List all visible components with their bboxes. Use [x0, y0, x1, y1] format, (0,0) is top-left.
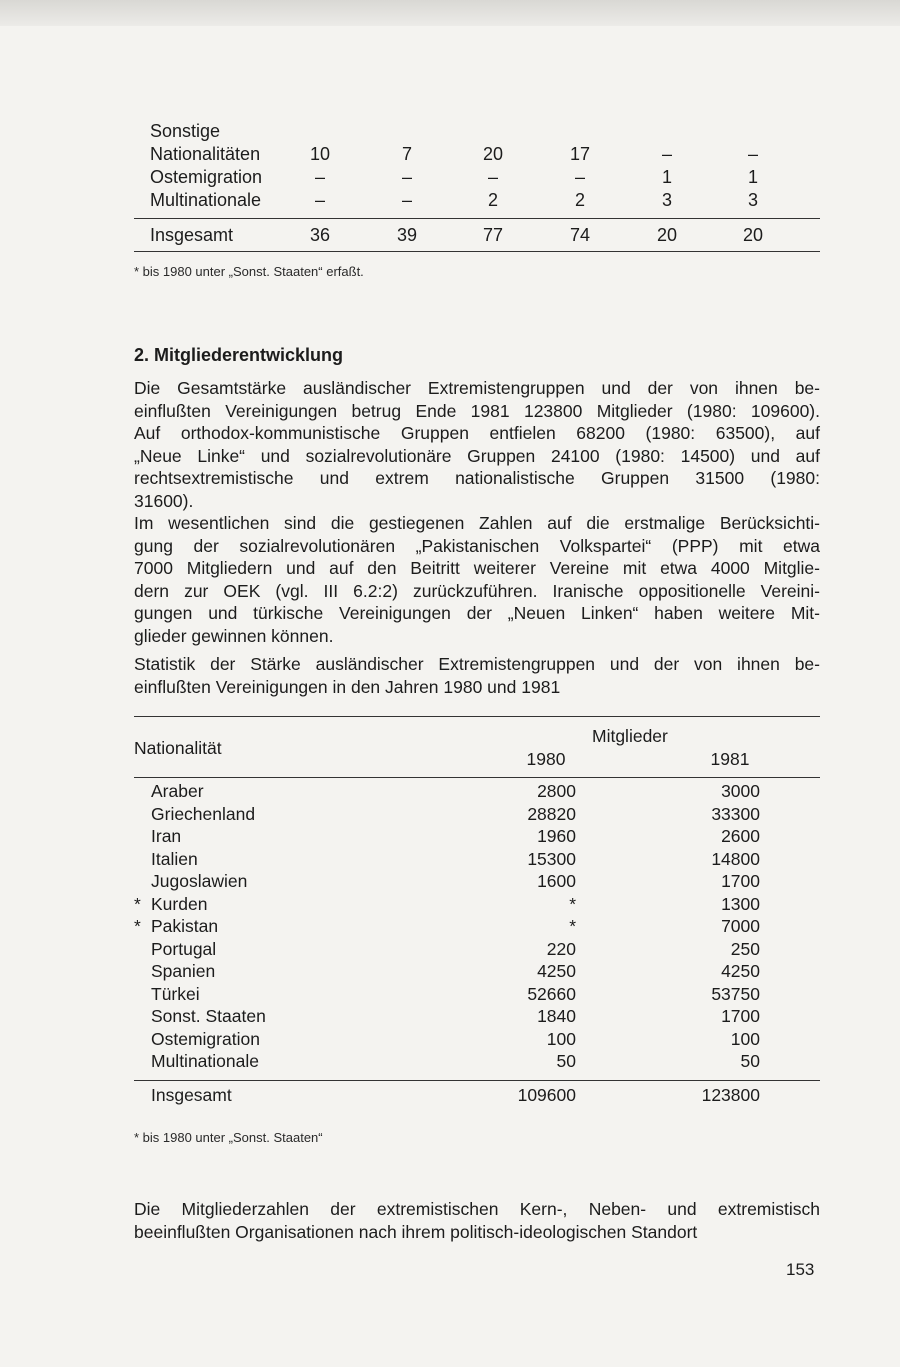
row-label: Ostemigration — [150, 167, 263, 187]
members-1981: 100 — [730, 1028, 760, 1049]
nationality-count-table-continued — [134, 120, 820, 245]
cell-value: 20 — [482, 144, 504, 164]
text-line: 7000 Mitgliedern und auf den Beitritt weiterer Vereine mit etwa 4000 Mitglie- — [134, 558, 820, 578]
members-1980: 52660 — [527, 983, 576, 1004]
section-heading: 2. Mitgliederentwicklung — [134, 345, 344, 365]
table-row — [134, 983, 820, 1006]
closing-line-2: beeinflußten Organisationen nach ihrem politisch-ideologischen Standort — [134, 1221, 698, 1242]
members-1980: 220 — [546, 938, 576, 959]
cell-value: 1 — [747, 167, 758, 187]
footnote-marker: * — [134, 893, 141, 914]
cell-value: – — [401, 190, 412, 210]
table-row — [134, 938, 820, 961]
header-year-1980: 1980 — [526, 749, 566, 769]
members-1981: 1300 — [721, 893, 760, 914]
header-year-1981: 1981 — [710, 749, 750, 769]
cell-value: – — [401, 167, 412, 187]
table-total-row — [134, 1084, 820, 1107]
text-line: 31600). — [134, 490, 194, 511]
page-number: 153 — [786, 1260, 815, 1279]
table-rule-bottom — [134, 251, 820, 252]
table-row — [134, 848, 820, 871]
table-row — [134, 803, 820, 826]
total-label: Insgesamt — [150, 225, 234, 245]
total-value: 20 — [656, 225, 678, 245]
members-1980: 2800 — [537, 781, 576, 801]
members-1981: 7000 — [721, 916, 760, 936]
members-1981: 3000 — [721, 781, 760, 801]
members-1981: 1700 — [721, 1006, 760, 1026]
nationality-name: Jugoslawien — [151, 871, 248, 891]
paragraph-3-table-caption — [134, 653, 820, 698]
table-row — [134, 1028, 820, 1051]
cell-value: 3 — [747, 190, 758, 210]
nationality-name: Spanien — [151, 961, 216, 981]
table-row — [134, 1005, 820, 1028]
cell-value: – — [314, 167, 325, 187]
members-1980: 1600 — [537, 871, 576, 891]
members-1981: 4250 — [721, 961, 760, 981]
cell-value: – — [574, 167, 585, 187]
total-value: 36 — [309, 225, 331, 245]
table-rule-header — [134, 777, 820, 778]
nationality-name: Araber — [151, 781, 204, 801]
top-table-row — [134, 120, 820, 143]
cell-value: – — [314, 190, 325, 210]
nationality-name: Pakistan — [151, 916, 219, 936]
text-line: Im wesentlichen sind die gestiegenen Zahlen auf die erstmalige Berücksichti- — [134, 513, 820, 533]
members-1980: * — [569, 916, 576, 936]
cell-value: 2 — [574, 190, 585, 210]
total-label: Insgesamt — [151, 1085, 232, 1105]
cell-value: 17 — [569, 144, 591, 164]
nationality-name: Kurden — [151, 893, 208, 914]
closing-text — [134, 1198, 820, 1243]
cell-value: 3 — [661, 190, 672, 210]
total-value: 74 — [569, 225, 591, 245]
members-1981: 33300 — [711, 803, 760, 824]
total-value: 39 — [396, 225, 418, 245]
table-rule — [134, 218, 820, 219]
cell-value: – — [487, 167, 498, 187]
total-value: 20 — [742, 225, 764, 245]
total-1980: 109600 — [517, 1085, 576, 1105]
table-row — [134, 870, 820, 893]
closing-line-1: Die Mitgliederzahlen der extremistischen Kern-, Neben- und extremistisch — [134, 1199, 820, 1219]
table-row — [134, 1050, 820, 1073]
text-line: einflußten Vereinigungen in den Jahren 1980 und 1981 — [134, 676, 561, 697]
top-table-row — [134, 166, 820, 189]
members-1980: 1840 — [537, 1006, 576, 1026]
text-line: gungen und türkische Vereinigungen der „Neuen Linken“ haben weitere Mit- — [134, 603, 820, 623]
table-row — [134, 893, 820, 916]
paragraph-1 — [134, 377, 820, 512]
members-1980: 100 — [546, 1028, 576, 1049]
table-row — [134, 780, 820, 803]
members-1980: 1960 — [537, 826, 576, 846]
header-nationality: Nationalität — [134, 738, 222, 758]
top-table-row — [134, 143, 820, 166]
row-label: Nationalitäten — [150, 144, 261, 164]
members-1981: 14800 — [711, 848, 760, 869]
nationality-name: Iran — [151, 826, 182, 846]
table-row — [134, 915, 820, 938]
text-line: einflußten Vereinigungen betrug Ende 1981 123800 Mitglieder (1980: 109600). — [134, 400, 820, 421]
table-row — [134, 960, 820, 983]
table-row — [134, 825, 820, 848]
cell-value: 10 — [309, 144, 331, 164]
cell-value: 7 — [401, 144, 412, 164]
row-label: Sonstige — [150, 121, 221, 141]
total-1981: 123800 — [701, 1085, 760, 1105]
members-1981: 53750 — [711, 983, 760, 1004]
top-table-total-row — [134, 222, 820, 248]
nationality-name: Sonst. Staaten — [151, 1006, 266, 1026]
members-1981: 250 — [730, 938, 760, 959]
nationality-name: Türkei — [151, 983, 200, 1004]
text-line: rechtsextremistische und extrem nationalistische Gruppen 31500 (1980: — [134, 468, 820, 488]
top-table-footnote: * bis 1980 unter „Sonst. Staaten“ erfaßt. — [134, 264, 364, 279]
total-value: 77 — [482, 225, 504, 245]
nationality-name: Multinationale — [151, 1051, 259, 1071]
nationality-name: Griechenland — [151, 803, 256, 824]
members-1981: 50 — [740, 1051, 760, 1071]
members-table-footnote: * bis 1980 unter „Sonst. Staaten“ — [134, 1130, 323, 1145]
text-line: Statistik der Stärke ausländischer Extremistengruppen und der von ihnen be- — [134, 654, 820, 674]
text-line: glieder gewinnen können. — [134, 625, 334, 646]
table-rule-total — [134, 1080, 820, 1081]
text-line: dern zur OEK (vgl. III 6.2:2) zurückzuführen. Iranische oppositionelle Vereini- — [134, 580, 820, 601]
top-table-row — [134, 189, 820, 212]
row-label: Multinationale — [150, 190, 262, 210]
header-members: Mitglieder — [592, 726, 668, 746]
cell-value: – — [747, 144, 758, 164]
cell-value: 1 — [661, 167, 672, 187]
scan-top-edge — [0, 0, 900, 26]
members-1980: 50 — [556, 1051, 576, 1071]
members-1980: 15300 — [527, 848, 576, 869]
nationality-name: Portugal — [151, 938, 217, 959]
members-1981: 2600 — [721, 826, 760, 846]
nationality-name: Italien — [151, 848, 198, 869]
nationality-name: Ostemigration — [151, 1028, 260, 1049]
text-line: Die Gesamtstärke ausländischer Extremistengruppen und der von ihnen be- — [134, 378, 820, 398]
cell-value: – — [661, 144, 672, 164]
text-line: „Neue Linke“ und sozialrevolutionäre Gruppen 24100 (1980: 14500) und auf — [134, 445, 820, 466]
members-1980: 28820 — [527, 803, 576, 824]
members-1981: 1700 — [721, 871, 760, 891]
paragraph-2 — [134, 512, 820, 647]
cell-value: 2 — [487, 190, 498, 210]
members-1980: * — [569, 893, 576, 914]
text-line: gung der sozialrevolutionären „Pakistanischen Volkspartei“ (PPP) mit etwa — [134, 535, 820, 556]
text-line: Auf orthodox-kommunistische Gruppen entfielen 68200 (1980: 63500), auf — [134, 423, 820, 443]
table-rule-top — [134, 716, 820, 717]
members-1980: 4250 — [537, 961, 576, 981]
footnote-marker: * — [134, 916, 141, 936]
